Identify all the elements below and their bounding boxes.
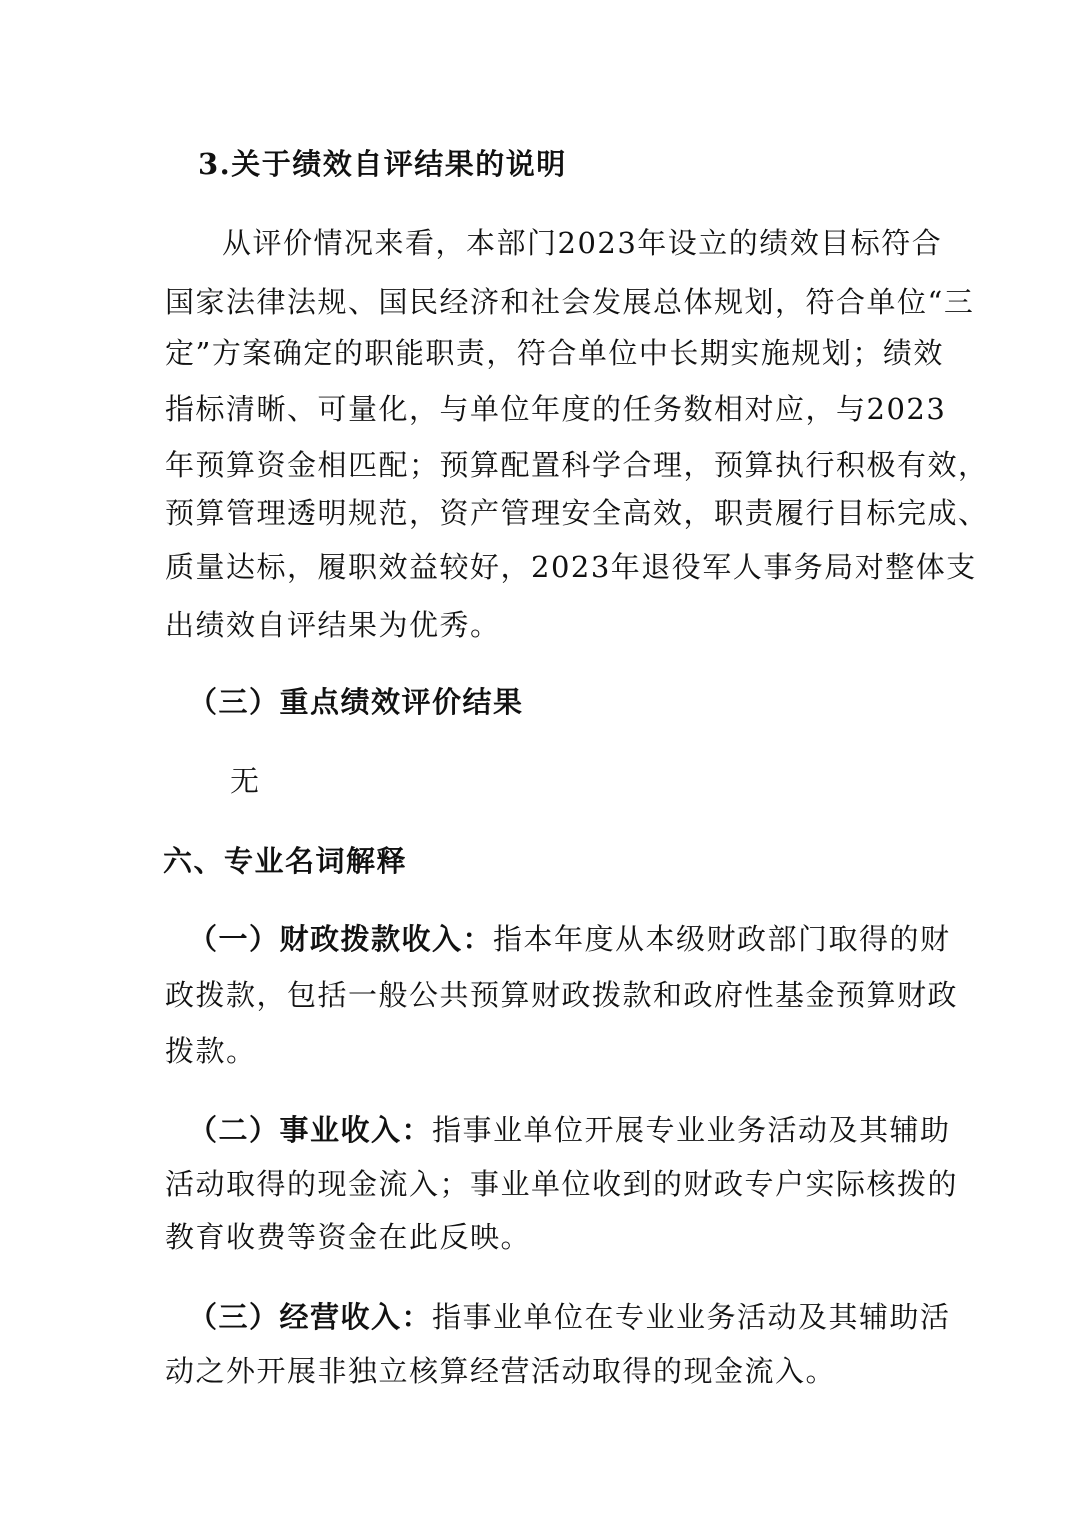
glossary-item-first-line xyxy=(188,1108,951,1152)
section-heading-performance-self-eval: 3.关于绩效自评结果的说明 xyxy=(198,147,567,181)
paragraph-line: 质量达标，履职效益较好，2023年退役军人事务局对整体支 xyxy=(165,550,977,584)
glossary-line: 教育收费等资金在此反映。 xyxy=(165,1220,532,1254)
glossary-line: 政拨款，包括一般公共预算财政拨款和政府性基金预算财政 xyxy=(165,978,959,1012)
glossary-line: 拨款。 xyxy=(165,1034,257,1068)
glossary-term: （三）经营收入： xyxy=(188,1300,433,1334)
paragraph-line: 预算管理透明规范，资产管理安全高效，职责履行目标完成、 xyxy=(165,496,989,530)
glossary-item-first-line xyxy=(188,917,951,961)
glossary-definition: 指事业单位在专业业务活动及其辅助活 xyxy=(432,1300,951,1334)
paragraph-line: 国家法律法规、国民经济和社会发展总体规划，符合单位“三 xyxy=(165,285,975,319)
glossary-line: 活动取得的现金流入；事业单位收到的财政专户实际核拨的 xyxy=(165,1167,959,1201)
paragraph-line: 从评价情况来看，本部门2023年设立的绩效目标符合 xyxy=(222,226,943,260)
key-eval-content: 无 xyxy=(230,764,261,798)
glossary-definition: 指本年度从本级财政部门取得的财 xyxy=(493,922,951,956)
glossary-term: （二）事业收入： xyxy=(188,1113,433,1147)
paragraph-line: 指标清晰、可量化，与单位年度的任务数相对应，与2023 xyxy=(165,392,947,426)
glossary-item-first-line xyxy=(188,1295,951,1339)
paragraph-line: 年预算资金相匹配；预算配置科学合理，预算执行积极有效， xyxy=(165,448,989,482)
glossary-line: 动之外开展非独立核算经营活动取得的现金流入。 xyxy=(165,1354,837,1388)
paragraph-line: 出绩效自评结果为优秀。 xyxy=(165,608,501,642)
paragraph-line: 定”方案确定的职能职责，符合单位中长期实施规划；绩效 xyxy=(165,336,944,370)
section-heading-glossary: 六、专业名词解释 xyxy=(163,844,408,878)
glossary-definition: 指事业单位开展专业业务活动及其辅助 xyxy=(432,1113,951,1147)
subsection-heading-key-eval: （三）重点绩效评价结果 xyxy=(188,685,524,719)
glossary-term: （一）财政拨款收入： xyxy=(188,922,494,956)
